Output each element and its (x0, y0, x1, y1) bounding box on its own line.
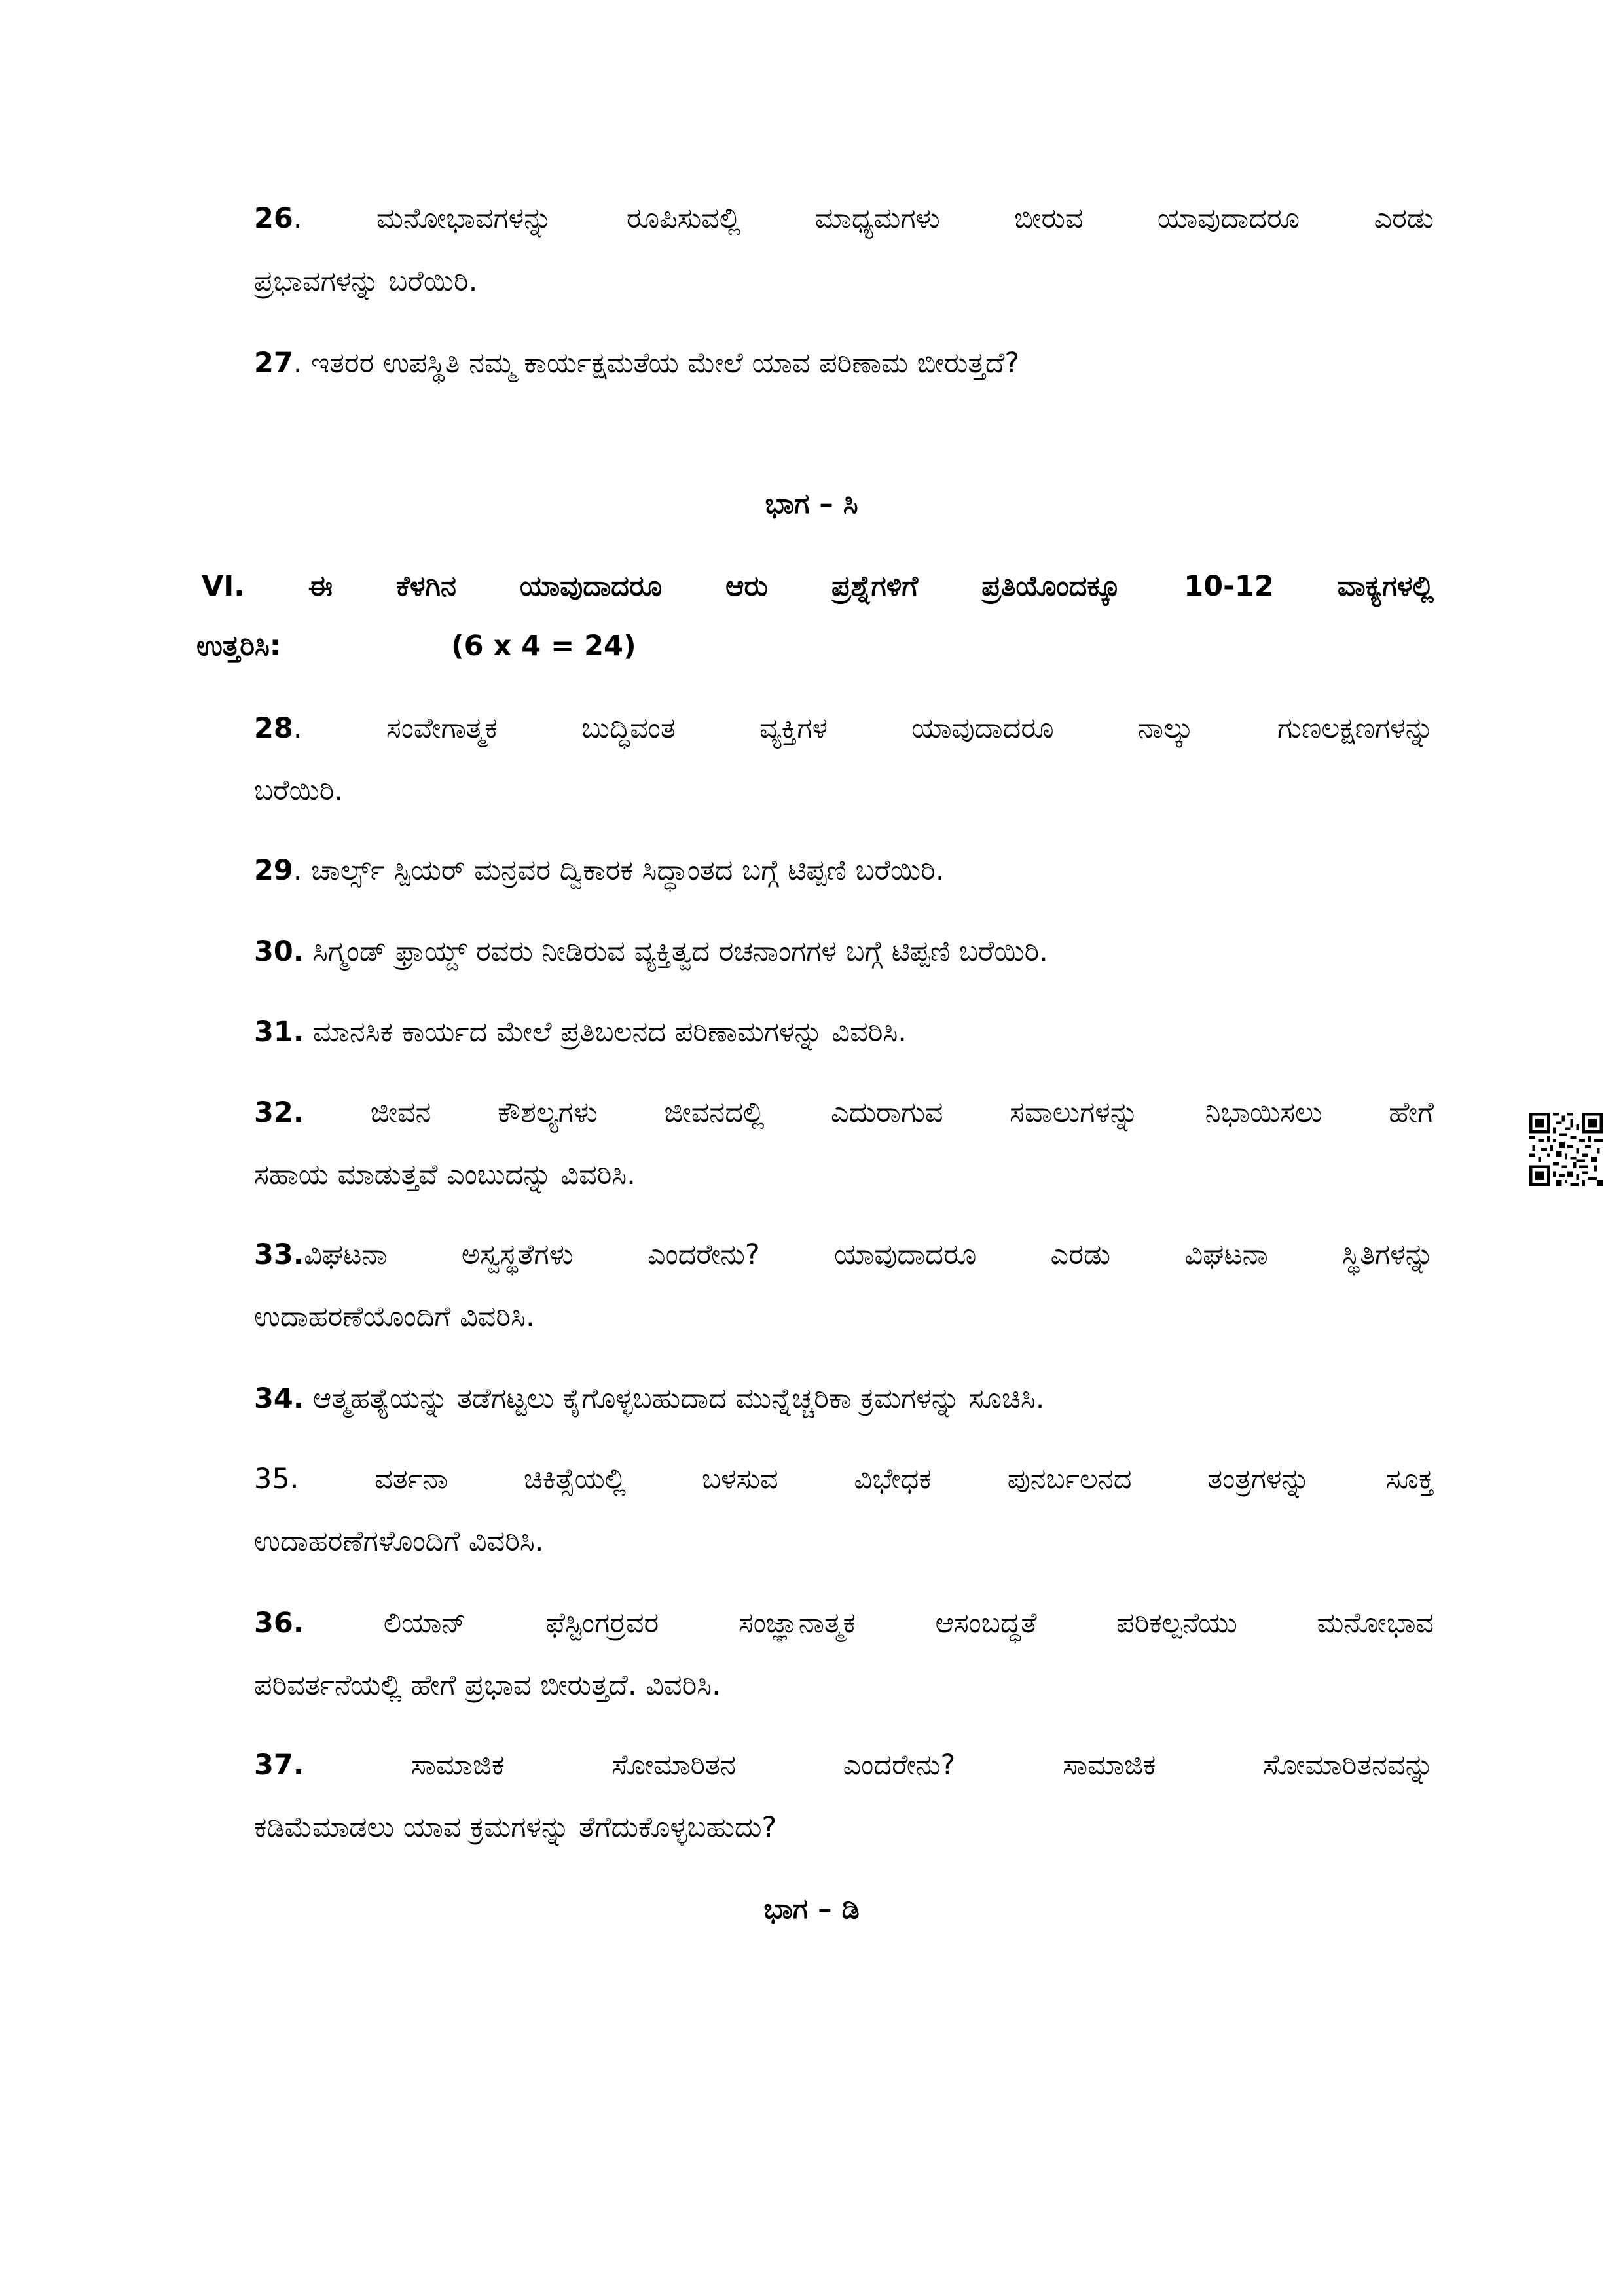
question-32-line-1 (254, 1093, 1434, 1132)
question-36-line-2: ಪರಿವರ್ತನೆಯಲ್ಲಿ ಹೇಗೆ ಪ್ರಭಾವ ಬೀರುತ್ತದೆ. ವಿವರಿಸಿ. (254, 1669, 721, 1702)
question-34 (254, 1379, 1044, 1418)
question-text: . ಸಂವೇಗಾತ್ಮಕ ಬುದ್ಧಿವಂತ ವ್ಯಕ್ತಿಗಳ ಯಾವುದಾದರೂ ನಾಲ್ಕು ಗುಣಲಕ್ಷಣಗಳನ್ನು (293, 712, 1434, 745)
section-c-marks: (6 x 4 = 24) (451, 630, 636, 662)
qr-code-icon (1529, 1113, 1603, 1186)
question-number: 26 (254, 202, 293, 235)
question-35-line-2: ಉದಾಹರಣೆಗಳೊಂದಿಗೆ ವಿವರಿಸಿ. (254, 1525, 544, 1558)
question-text: ಲಿಯಾನ್ ಫೆಸ್ಟಿಂಗರ್ರವರ ಸಂಜ್ಞಾನಾತ್ಮಕ ಆಸಂಬದ್ಧತೆ ಪರಿಕಲ್ಪನೆಯು ಮನೋಭಾವ (304, 1607, 1434, 1640)
question-33-line-1 (254, 1235, 1434, 1274)
question-text: ವರ್ತನಾ ಚಿಕಿತ್ಸೆಯಲ್ಲಿ ಬಳಸುವ ವಿಭೇಧಕ ಪುನರ್ಬಲನದ ತಂತ್ರಗಳನ್ನು ಸೂಕ್ತ (299, 1463, 1434, 1496)
question-text: ವಿಘಟನಾ ಅಸ್ವಸ್ಥತೆಗಳು ಎಂದರೇನು? ಯಾವುದಾದರೂ ಎರಡು ವಿಘಟನಾ ಸ್ಥಿತಿಗಳನ್ನು (304, 1238, 1434, 1271)
question-text: . ಮನೋಭಾವಗಳನ್ನು ರೂಪಿಸುವಲ್ಲಿ ಮಾಧ್ಯಮಗಳು ಬೀರುವ ಯಾವುದಾದರೂ ಎರಡು (293, 202, 1434, 235)
question-number: 36. (254, 1607, 304, 1640)
question-30 (254, 932, 1048, 971)
question-number: 32. (254, 1096, 304, 1129)
question-text: ಮಾನಸಿಕ ಕಾರ್ಯದ ಮೇಲೆ ಪ್ರತಿಬಲನದ ಪರಿಣಾಮಗಳನ್ನು ವಿವರಿಸಿ. (304, 1016, 907, 1049)
question-37-line-2: ಕಡಿಮೆಮಾಡಲು ಯಾವ ಕ್ರಮಗಳನ್ನು ತೆಗೆದುಕೊಳ್ಳಬಹುದು? (254, 1811, 777, 1844)
question-26-line-2: ಪ್ರಭಾವಗಳನ್ನು ಬರೆಯಿರಿ. (254, 265, 478, 298)
question-number: 29 (254, 854, 293, 887)
question-text: . ಚಾರ್ಲ್ಸ್ ಸ್ಪಿಯರ್ ಮನ್ರವರ ದ್ವಿಕಾರಕ ಸಿದ್ಧಾಂತದ ಬಗ್ಗೆ ಟಿಪ್ಪಣಿ ಬರೆಯಿರಿ. (293, 854, 945, 887)
question-number: 35. (254, 1463, 299, 1496)
question-36-line-1 (254, 1604, 1434, 1643)
instruction-answer-label: ಉತ್ತರಿಸಿ: (196, 630, 281, 662)
question-text: ಆತ್ಮಹತ್ಯೆಯನ್ನು ತಡೆಗಟ್ಟಲು ಕೈಗೊಳ್ಳಬಹುದಾದ ಮುನ್ನೆಚ್ಚರಿಕಾ ಕ್ರಮಗಳನ್ನು ಸೂಚಿಸಿ. (304, 1382, 1045, 1415)
section-c-instruction-line-1: VI. ಈ ಕೆಳಗಿನ ಯಾವುದಾದರೂ ಆರು ಪ್ರಶ್ನೆಗಳಿಗೆ ಪ್ರತಿಯೊಂದಕ್ಕೂ 10-12 ವಾಕ್ಯಗಳಲ್ಲಿ (202, 570, 1434, 603)
question-number: 31. (254, 1016, 304, 1049)
question-text: ಸಾಮಾಜಿಕ ಸೋಮಾರಿತನ ಎಂದರೇನು? ಸಾಮಾಜಿಕ ಸೋಮಾರಿತನವನ್ನು (304, 1749, 1434, 1782)
question-number: 34. (254, 1382, 304, 1415)
question-33-line-2: ಉದಾಹರಣೆಯೊಂದಿಗೆ ವಿವರಿಸಿ. (254, 1300, 535, 1333)
question-32-line-2: ಸಹಾಯ ಮಾಡುತ್ತವೆ ಎಂಬುದನ್ನು ವಿವರಿಸಿ. (254, 1158, 636, 1191)
question-27 (254, 344, 1019, 383)
question-31 (254, 1013, 907, 1052)
question-37-line-1 (254, 1746, 1434, 1785)
question-28-line-1 (254, 709, 1434, 748)
question-number: 30. (254, 935, 304, 968)
question-text: ಜೀವನ ಕೌಶಲ್ಯಗಳು ಜೀವನದಲ್ಲಿ ಎದುರಾಗುವ ಸವಾಲುಗಳನ್ನು ನಿಭಾಯಿಸಲು ಹೇಗೆ (304, 1096, 1434, 1129)
section-c-instruction-line-2 (196, 626, 636, 666)
question-number: 33. (254, 1238, 304, 1271)
question-28-line-2: ಬರೆಯಿರಿ. (254, 774, 344, 807)
question-35-line-1 (254, 1460, 1434, 1499)
question-26-line-1 (254, 199, 1434, 238)
question-number: 37. (254, 1749, 304, 1782)
section-c-title: ಭಾಗ – ಸಿ (765, 488, 858, 520)
question-text: . ಇತರರ ಉಪಸ್ಥಿತಿ ನಮ್ಮ ಕಾರ್ಯಕ್ಷಮತೆಯ ಮೇಲೆ ಯಾವ ಪರಿಣಾಮ ಬೀರುತ್ತದೆ? (293, 347, 1020, 380)
question-text: ಸಿಗ್ಮಂಡ್ ಫ್ರಾಯ್ಡ್ ರವರು ನೀಡಿರುವ ವ್ಯಕ್ತಿತ್ವದ ರಚನಾಂಗಗಳ ಬಗ್ಗೆ ಟಿಪ್ಪಣಿ ಬರೆಯಿರಿ. (304, 935, 1048, 968)
section-d-title: ಭಾಗ – ಡಿ (763, 1893, 860, 1926)
question-number: 27 (254, 347, 293, 380)
question-number: 28 (254, 712, 293, 745)
question-29 (254, 851, 945, 890)
